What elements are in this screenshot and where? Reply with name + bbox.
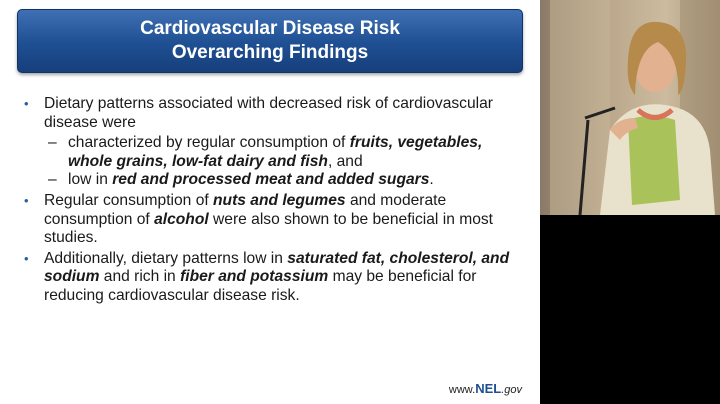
presenter-figure-icon xyxy=(540,0,720,215)
bullet-text-end: were also shown to be beneficial in most studies. xyxy=(44,210,493,247)
bullet-dot-icon: • xyxy=(24,192,29,208)
bullet-text: Additionally, dietary patterns low in xyxy=(44,249,288,267)
sub-bullet-text: low in xyxy=(68,171,113,189)
bullet-emphasis: saturated fat, cholesterol, and sodium xyxy=(44,249,510,286)
sub-bullet-emphasis: fruits, vegetables, whole grains, low-fat dairy and fish xyxy=(68,134,483,170)
slide-title-line-2: Overarching Findings xyxy=(171,42,369,63)
bullet-emphasis: alcohol xyxy=(154,210,209,228)
dash-icon: – xyxy=(48,134,57,152)
bullet-text-mid: and moderate consumption of xyxy=(44,191,447,228)
bullet-item xyxy=(24,250,524,306)
sub-bullet-emphasis: red and processed meat and added sugars xyxy=(112,171,430,189)
bullet-text: Dietary patterns associated with decreased risk of cardiovascular disease were xyxy=(44,95,493,131)
dash-icon: – xyxy=(48,171,57,189)
bullet-text: Regular consumption of xyxy=(44,191,214,209)
sub-bullet-text: characterized by regular consumption of xyxy=(68,134,350,152)
sub-bullet-text-end: . xyxy=(429,171,434,189)
slide-content xyxy=(24,95,524,308)
footer-prefix: www. xyxy=(448,384,476,396)
bullet-item xyxy=(24,95,524,132)
sub-bullet-text-end: , and xyxy=(327,152,363,170)
bullet-text-end: may be beneficial for reducing cardiovascular disease risk. xyxy=(44,268,477,304)
footer-suffix: .gov xyxy=(501,384,522,396)
sub-bullet-item xyxy=(24,134,524,171)
bullet-dot-icon: • xyxy=(24,250,29,266)
bullet-text-mid: and rich in xyxy=(99,268,181,286)
bullet-emphasis: nuts and legumes xyxy=(213,191,346,209)
presenter-video xyxy=(540,0,720,215)
slide-title-banner xyxy=(17,9,523,73)
bullet-dot-icon: • xyxy=(24,96,29,111)
bullet-emphasis: fiber and potassium xyxy=(180,268,329,286)
sub-bullet-item xyxy=(24,171,524,190)
bullet-item xyxy=(24,192,524,248)
video-letterbox xyxy=(540,215,720,404)
footer-nel-logo: NEL xyxy=(475,381,502,396)
footer-url xyxy=(449,381,522,396)
slide-title-line-1: Cardiovascular Disease Risk xyxy=(140,18,400,39)
